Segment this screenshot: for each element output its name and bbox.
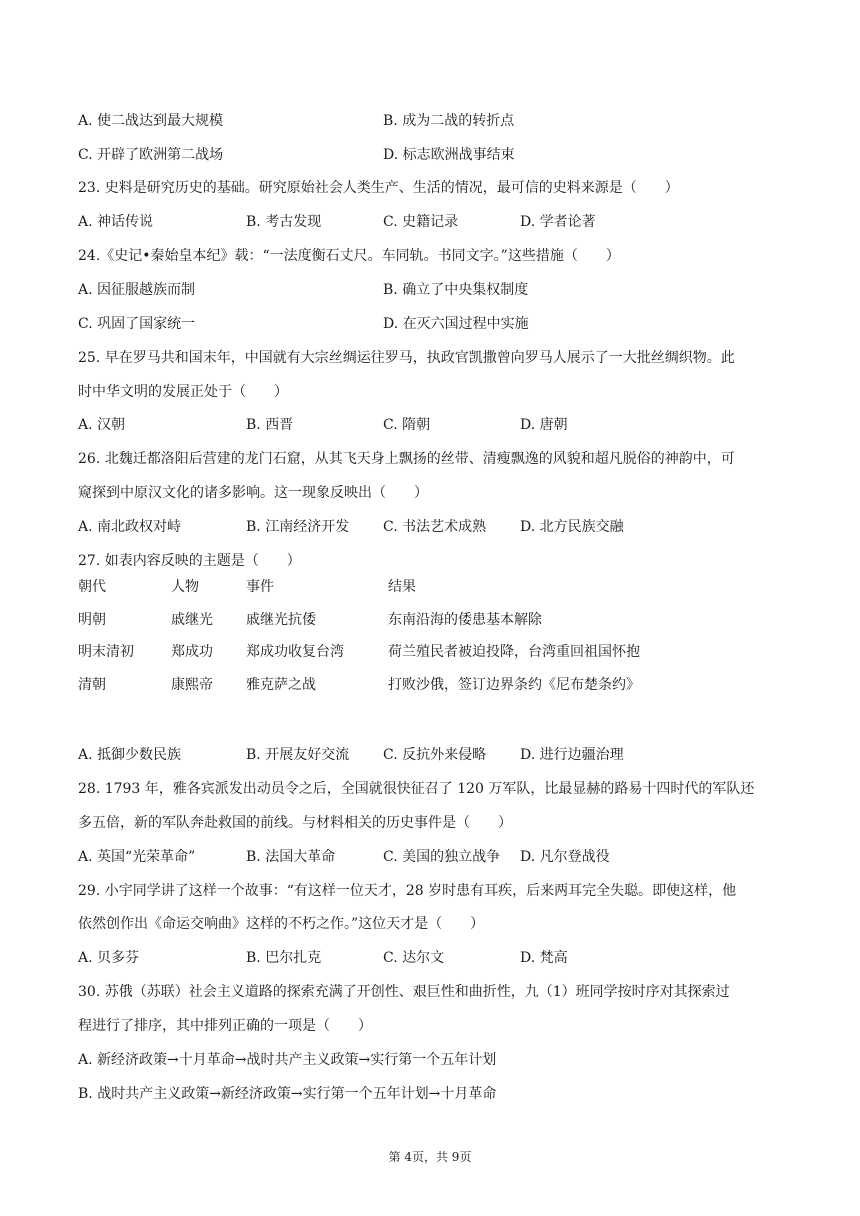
q29-stem-line-1: 29. 小宇同学讲了这样一个故事：“有这样一位天才，28 岁时患有耳疾，后来两耳完全失聪。即使这样，他	[78, 883, 737, 899]
table-cell: 雅克萨之战	[246, 677, 316, 693]
q28-stem-line-2: 多五倍，新的军队奔赴救国的前线。与材料相关的历史事件是（ ）	[78, 815, 512, 831]
q22-option-a: A. 使二战达到最大规模	[78, 113, 224, 129]
q29-option-a: A. 贝多芬	[78, 950, 140, 966]
table-cell: 东南沿海的倭患基本解除	[388, 612, 542, 628]
q27-option-a: A. 抵御少数民族	[78, 747, 182, 763]
table-cell: 明末清初	[78, 644, 134, 660]
q25-option-a: A. 汉朝	[78, 417, 126, 433]
q26-stem-line-1: 26. 北魏迁都洛阳后营建的龙门石窟，从其飞天身上飘扬的丝带、清瘦飘逸的风貌和超凡脱俗的神韵中，可	[78, 451, 735, 467]
table-cell: 荷兰殖民者被迫投降，台湾重回祖国怀抱	[388, 644, 640, 660]
q22-option-d: D. 标志欧洲战事结束	[383, 147, 515, 163]
q25-stem-line-1: 25. 早在罗马共和国末年，中国就有大宗丝绸运往罗马，执政官凯撒曾向罗马人展示了一大批丝绸织物。此	[78, 350, 735, 366]
q27-option-d: D. 进行边疆治理	[520, 747, 624, 763]
table-cell: 郑成功收复台湾	[246, 644, 344, 660]
table-cell: 打败沙俄，签订边界条约《尼布楚条约》	[388, 677, 640, 693]
q29-option-d: D. 梵高	[520, 950, 568, 966]
q24-option-b: B. 确立了中央集权制度	[383, 282, 529, 298]
table-cell: 戚继光	[171, 612, 213, 628]
q23-option-b: B. 考古发现	[246, 214, 322, 230]
q22-option-c: C. 开辟了欧洲第二战场	[78, 147, 224, 163]
q25-option-c: C. 隋朝	[383, 417, 431, 433]
q30-option-b: B. 战时共产主义政策→新经济政策→实行第一个五年计划→十月革命	[78, 1086, 497, 1102]
q30-stem-line-1: 30. 苏俄（苏联）社会主义道路的探索充满了开创性、艰巨性和曲折性，九（1）班同学按时序对其探索过	[78, 984, 730, 1000]
q25-option-b: B. 西晋	[246, 417, 294, 433]
q26-option-c: C. 书法艺术成熟	[383, 519, 487, 535]
q28-option-c: C. 美国的独立战争	[383, 849, 501, 865]
table-cell: 戚继光抗倭	[246, 612, 316, 628]
table-header-person: 人物	[171, 579, 199, 595]
q25-option-d: D. 唐朝	[520, 417, 568, 433]
q27-option-c: C. 反抗外来侵略	[383, 747, 487, 763]
q28-option-a: A. 英国“光荣革命”	[78, 849, 196, 865]
q24-option-a: A. 因征服越族而制	[78, 282, 196, 298]
table-cell: 明朝	[78, 612, 106, 628]
q24-option-c: C. 巩固了国家统一	[78, 316, 196, 332]
q29-option-b: B. 巴尔扎克	[246, 950, 322, 966]
q27-option-b: B. 开展友好交流	[246, 747, 350, 763]
q23-option-a: A. 神话传说	[78, 214, 154, 230]
q30-stem-line-2: 程进行了排序，其中排列正确的一项是（ ）	[78, 1018, 372, 1034]
q26-option-a: A. 南北政权对峙	[78, 519, 182, 535]
q25-stem-line-2: 时中华文明的发展正处于（ ）	[78, 384, 288, 400]
q28-stem-line-1: 28. 1793 年，雅各宾派发出动员令之后，全国就很快征召了 120 万军队，比最显赫的路易十四时代的军队还	[78, 781, 755, 797]
q29-option-c: C. 达尔文	[383, 950, 445, 966]
q27-stem: 27. 如表内容反映的主题是（ ）	[78, 553, 301, 569]
q26-stem-line-2: 窥探到中原汉文化的诸多影响。这一现象反映出（ ）	[78, 485, 428, 501]
q26-option-b: B. 江南经济开发	[246, 519, 350, 535]
table-header-result: 结果	[388, 579, 416, 595]
q26-option-d: D. 北方民族交融	[520, 519, 624, 535]
q24-stem: 24.《史记•秦始皇本纪》载：“一法度衡石丈尺。车同轨。书同文字。”这些措施（ ）	[78, 248, 620, 264]
q23-stem: 23. 史料是研究历史的基础。研究原始社会人类生产、生活的情况，最可信的史料来源是（ ）	[78, 180, 679, 196]
q28-option-b: B. 法国大革命	[246, 849, 336, 865]
q29-stem-line-2: 依然创作出《命运交响曲》这样的不朽之作。”这位天才是（ ）	[78, 916, 485, 932]
page-footer: 第 4页，共 9页	[388, 1150, 472, 1164]
table-cell: 郑成功	[171, 644, 213, 660]
q23-option-c: C. 史籍记录	[383, 214, 459, 230]
table-header-event: 事件	[246, 579, 274, 595]
q24-option-d: D. 在灭六国过程中实施	[383, 316, 529, 332]
q22-option-b: B. 成为二战的转折点	[383, 113, 515, 129]
table-cell: 康熙帝	[171, 677, 213, 693]
q28-option-d: D. 凡尔登战役	[520, 849, 610, 865]
q23-option-d: D. 学者论著	[520, 214, 596, 230]
q30-option-a: A. 新经济政策→十月革命→战时共产主义政策→实行第一个五年计划	[78, 1052, 497, 1068]
table-header-dynasty: 朝代	[78, 579, 106, 595]
table-cell: 清朝	[78, 677, 106, 693]
